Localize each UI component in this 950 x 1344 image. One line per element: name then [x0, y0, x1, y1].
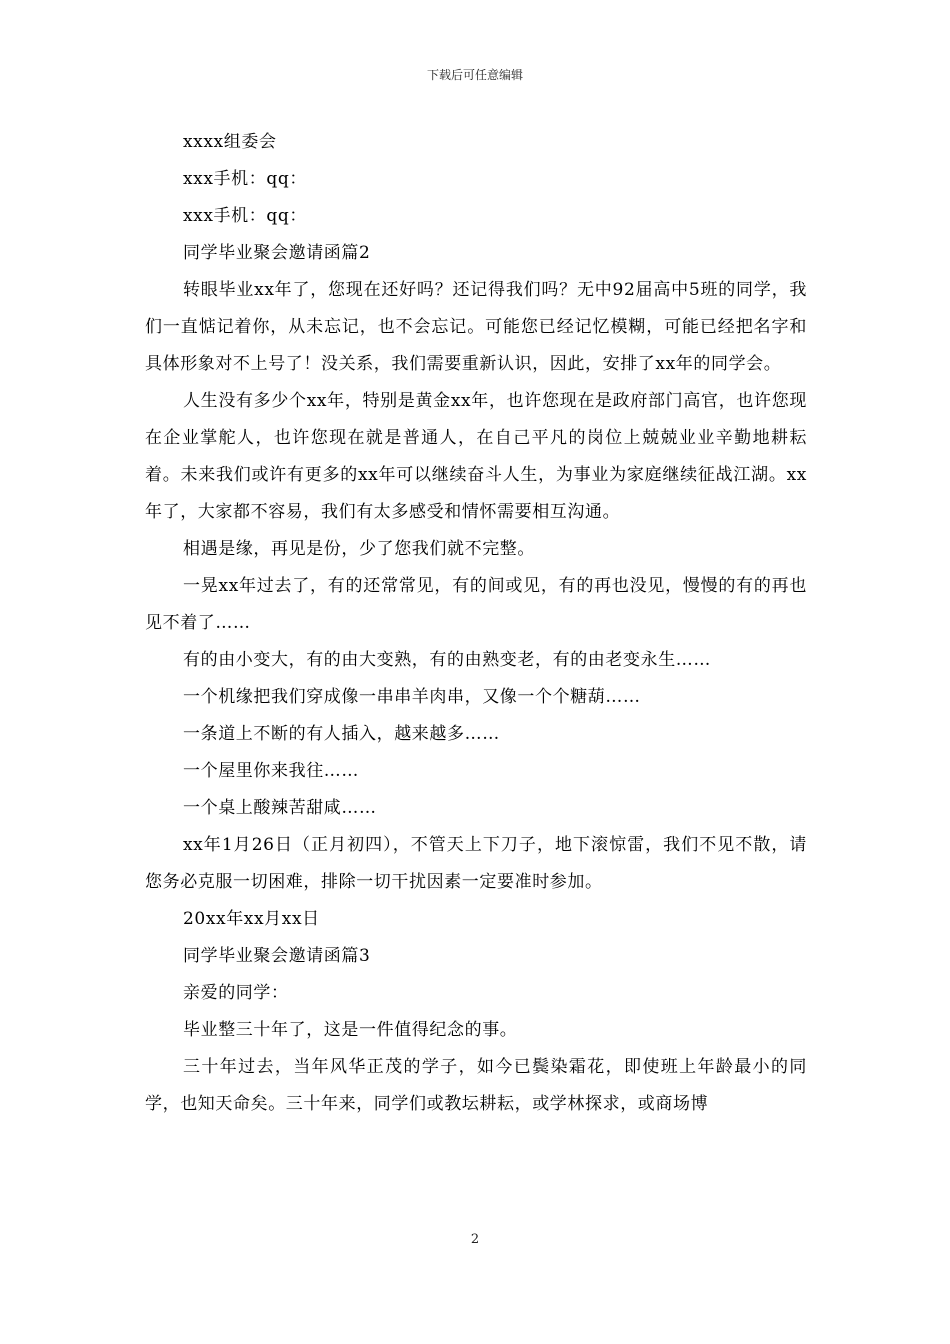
paragraph: 一个屋里你来我往…… [183, 761, 359, 781]
paragraph: 一个机缘把我们穿成像一串串羊肉串，又像一个个糖葫…… [183, 687, 641, 707]
section-heading: 同学毕业聚会邀请函篇2 [183, 243, 371, 263]
paragraph: xxxx组委会 [183, 132, 277, 152]
paragraph: xxx手机：qq： [183, 206, 307, 226]
paragraph: 一晃xx年过去了，有的还常常见，有的间或见，有的再也没见，慢慢的有的再也见不着了…… [145, 576, 807, 633]
paragraph: 毕业整三十年了，这是一件值得纪念的事。 [183, 1020, 518, 1040]
header-note: 下载后可任意编辑 [426, 68, 523, 82]
paragraph: 一个桌上酸辣苦甜咸…… [183, 798, 377, 818]
paragraph: xxx手机：qq： [183, 169, 307, 189]
page-number: 2 [470, 1232, 480, 1247]
paragraph: 三十年过去，当年风华正茂的学子，如今已鬓染霜花，即使班上年龄最小的同学，也知天命矣。三十年来，同学们或教坛耕耘，或学林探求，或商场博 [145, 1057, 807, 1114]
paragraph: 相遇是缘，再见是份，少了您我们就不完整。 [183, 539, 535, 559]
paragraph: 一条道上不断的有人插入，越来越多…… [183, 724, 500, 744]
paragraph: 人生没有多少个xx年，特别是黄金xx年，也许您现在是政府部门高官，也许您现在企业掌舵人，也许您现在就是普通人，在自己平凡的岗位上兢兢业业辛勤地耕耘着。未来我们或许有更多的xx年可以继续奋斗人生，为事业为家庭继续征战江湖。xx年了，大家都不容易，我们有太多感受和情怀需要相互沟通。 [145, 391, 807, 522]
date-line: 20xx年xx月xx日 [183, 909, 320, 929]
paragraph: 有的由小变大，有的由大变熟，有的由熟变老，有的由老变永生…… [183, 650, 711, 670]
salutation: 亲爱的同学： [183, 983, 289, 1003]
document-body [145, 124, 807, 1123]
paragraph: xx年1月26日（正月初四），不管天上下刀子，地下滚惊雷，我们不见不散，请您务必克服一切困难，排除一切干扰因素一定要准时参加。 [145, 835, 807, 892]
section-heading: 同学毕业聚会邀请函篇3 [183, 946, 371, 966]
paragraph: 转眼毕业xx年了，您现在还好吗？还记得我们吗？无中92届高中5班的同学，我们一直惦记着你，从未忘记，也不会忘记。可能您已经记忆模糊，可能已经把名字和具体形象对不上号了！没关系，我们需要重新认识，因此，安排了xx年的同学会。 [145, 280, 807, 374]
